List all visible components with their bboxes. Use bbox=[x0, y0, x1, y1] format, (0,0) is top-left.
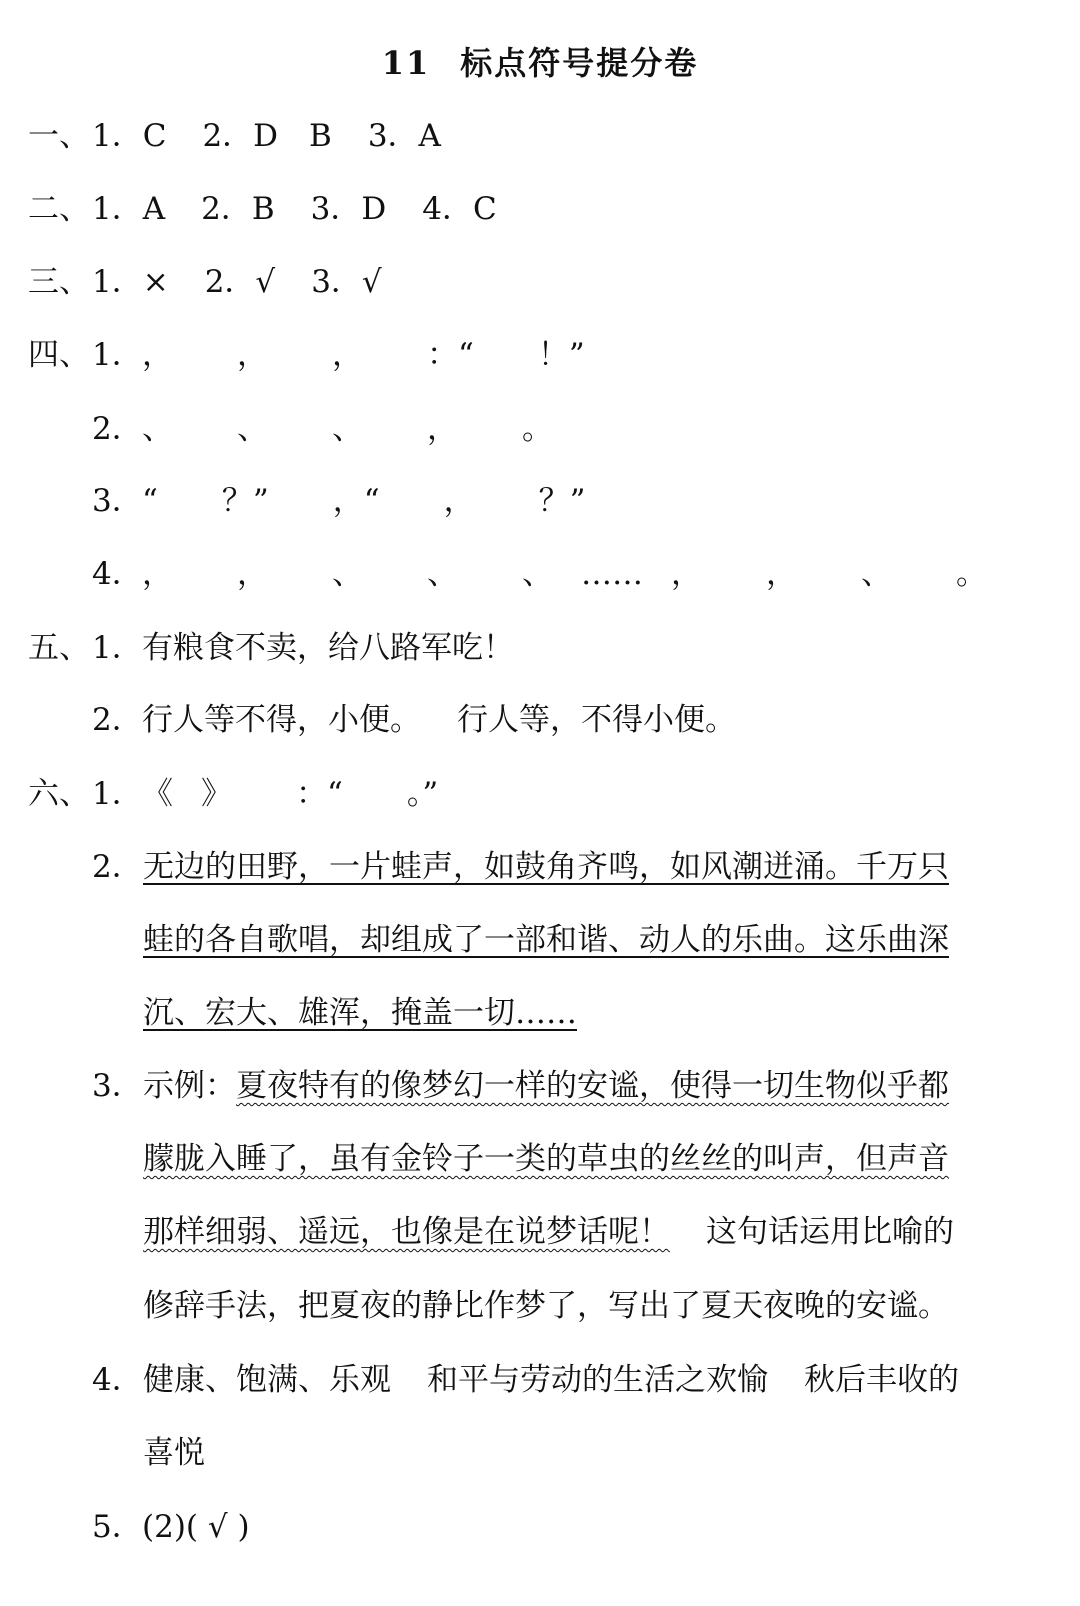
question-number: 2． bbox=[92, 411, 143, 447]
answer: 3．√ bbox=[311, 264, 382, 300]
section-3-answers bbox=[28, 259, 382, 305]
wavy-underlined-passage: 那样细弱、遥远，也像是在说梦话呢！ bbox=[143, 1214, 670, 1250]
section-5-q2 bbox=[92, 697, 736, 743]
section-6-q2-number bbox=[92, 844, 143, 890]
section-6-q3-line-2 bbox=[143, 1136, 949, 1182]
answer: 1．C bbox=[92, 118, 167, 154]
section-6-q2-line-1 bbox=[143, 844, 949, 890]
underlined-passage: 蛙的各自歌唱，却组成了一部和谐、动人的乐曲。这乐曲深 bbox=[143, 922, 949, 958]
answer: 2．D B bbox=[202, 118, 332, 154]
question-number: 1． bbox=[92, 630, 143, 666]
section-label: 三、 bbox=[28, 264, 90, 300]
wavy-underlined-passage: 朦胧入睡了，虽有金铃子一类的草虫的丝丝的叫声，但声音 bbox=[143, 1141, 949, 1177]
answer-text: 秋后丰收的 bbox=[804, 1362, 959, 1398]
answer: 1．× bbox=[92, 264, 169, 300]
section-4-q4 bbox=[92, 551, 987, 597]
punctuation-mark: 》 bbox=[201, 776, 232, 812]
analysis-text: 这句话运用比喻的 bbox=[706, 1214, 954, 1250]
question-number: 2． bbox=[92, 702, 143, 738]
punctuation-mark: 、 bbox=[332, 556, 363, 592]
punctuation-mark: ？” bbox=[538, 483, 586, 519]
punctuation-mark: 、 bbox=[522, 556, 553, 592]
question-number: 1． bbox=[92, 776, 143, 812]
answer-text: 和平与劳动的生活之欢愉 bbox=[427, 1362, 768, 1398]
section-6-q4-line-1 bbox=[143, 1357, 959, 1403]
question-number: 3． bbox=[92, 1068, 143, 1104]
section-6-q3-line-3 bbox=[143, 1209, 954, 1255]
punctuation-mark: 、 bbox=[427, 556, 458, 592]
answer: 3．D bbox=[310, 191, 387, 227]
section-4-q1 bbox=[28, 332, 585, 378]
punctuation-mark: ， bbox=[142, 556, 173, 592]
punctuation-mark: ， bbox=[671, 556, 702, 592]
punctuation-mark: 。 bbox=[956, 556, 987, 592]
answer: 4．C bbox=[422, 191, 497, 227]
punctuation-mark: 、 bbox=[142, 411, 173, 447]
analysis-text: 修辞手法，把夏夜的静比作梦了，写出了夏天夜晚的安谧。 bbox=[143, 1288, 949, 1324]
punctuation-mark: ， bbox=[332, 337, 363, 373]
punctuation-mark: 《 bbox=[142, 776, 173, 812]
punctuation-mark: 。” bbox=[406, 776, 439, 812]
section-label: 二、 bbox=[28, 191, 90, 227]
page-title bbox=[0, 38, 1080, 84]
punctuation-mark: ， bbox=[237, 337, 268, 373]
section-4-q3 bbox=[92, 478, 585, 524]
section-1-answers bbox=[28, 113, 441, 159]
section-6-q2-line-3 bbox=[143, 990, 577, 1036]
section-label: 六、 bbox=[28, 776, 90, 812]
answer-text: 有粮食不卖，给八路军吃！ bbox=[142, 630, 514, 666]
answer: 3．A bbox=[367, 118, 441, 154]
section-label: 四、 bbox=[28, 337, 90, 373]
section-2-answers bbox=[28, 186, 497, 232]
punctuation-mark: ：“ bbox=[296, 776, 343, 812]
punctuation-mark: …… bbox=[581, 556, 643, 592]
punctuation-mark: ， bbox=[142, 337, 173, 373]
answer: 1．A bbox=[92, 191, 166, 227]
section-6-q4-line-2 bbox=[143, 1430, 205, 1476]
answer-text: 健康、饱满、乐观 bbox=[143, 1362, 391, 1398]
answer-text: 行人等不得，小便。 bbox=[142, 702, 421, 738]
answer-text: (2)( √ ) bbox=[142, 1509, 250, 1545]
punctuation-mark: ：“ bbox=[427, 337, 474, 373]
section-label: 五、 bbox=[28, 630, 90, 666]
answer: 2．√ bbox=[204, 264, 276, 300]
question-number: 5． bbox=[92, 1509, 143, 1545]
example-prefix: 示例： bbox=[143, 1068, 236, 1104]
punctuation-mark: ？” bbox=[221, 483, 269, 519]
underlined-passage: 无边的田野，一片蛙声，如鼓角齐鸣，如风潮迸涌。千万只 bbox=[143, 849, 949, 885]
section-6-q3-line-1 bbox=[143, 1063, 949, 1109]
question-number: 1． bbox=[92, 337, 143, 373]
punctuation-mark: 、 bbox=[861, 556, 892, 592]
question-number: 4． bbox=[92, 556, 143, 592]
punctuation-mark: 。 bbox=[522, 411, 553, 447]
title-number: 11 bbox=[381, 44, 431, 82]
punctuation-mark: 、 bbox=[237, 411, 268, 447]
answer-text: 喜悦 bbox=[143, 1435, 205, 1471]
punctuation-mark: ， bbox=[427, 411, 458, 447]
section-6-q5 bbox=[92, 1504, 250, 1550]
punctuation-mark: ， bbox=[443, 483, 475, 519]
punctuation-mark: ， bbox=[237, 556, 268, 592]
section-6-q3-number bbox=[92, 1063, 143, 1109]
section-6-q1 bbox=[28, 771, 438, 817]
section-6-q3-line-4 bbox=[143, 1283, 949, 1329]
section-5-q1 bbox=[28, 625, 514, 671]
answer-text: 行人等，不得小便。 bbox=[457, 702, 736, 738]
punctuation-mark: ！” bbox=[537, 337, 585, 373]
wavy-underlined-passage: 夏夜特有的像梦幻一样的安谧，使得一切生物似乎都 bbox=[236, 1068, 949, 1104]
punctuation-mark: ，“ bbox=[332, 483, 380, 519]
title-text: 标点符号提分卷 bbox=[460, 44, 699, 82]
section-4-q2 bbox=[92, 406, 553, 452]
punctuation-mark: ， bbox=[766, 556, 797, 592]
question-number: 2． bbox=[92, 849, 143, 885]
section-6-q2-line-2 bbox=[143, 917, 949, 963]
answer: 2．B bbox=[201, 191, 275, 227]
section-6-q4-number bbox=[92, 1357, 143, 1403]
section-label: 一、 bbox=[28, 118, 90, 154]
question-number: 4． bbox=[92, 1362, 143, 1398]
question-number: 3． bbox=[92, 483, 143, 519]
punctuation-mark: “ bbox=[142, 483, 158, 519]
punctuation-mark: 、 bbox=[332, 411, 363, 447]
underlined-passage: 沉、宏大、雄浑，掩盖一切…… bbox=[143, 995, 577, 1031]
